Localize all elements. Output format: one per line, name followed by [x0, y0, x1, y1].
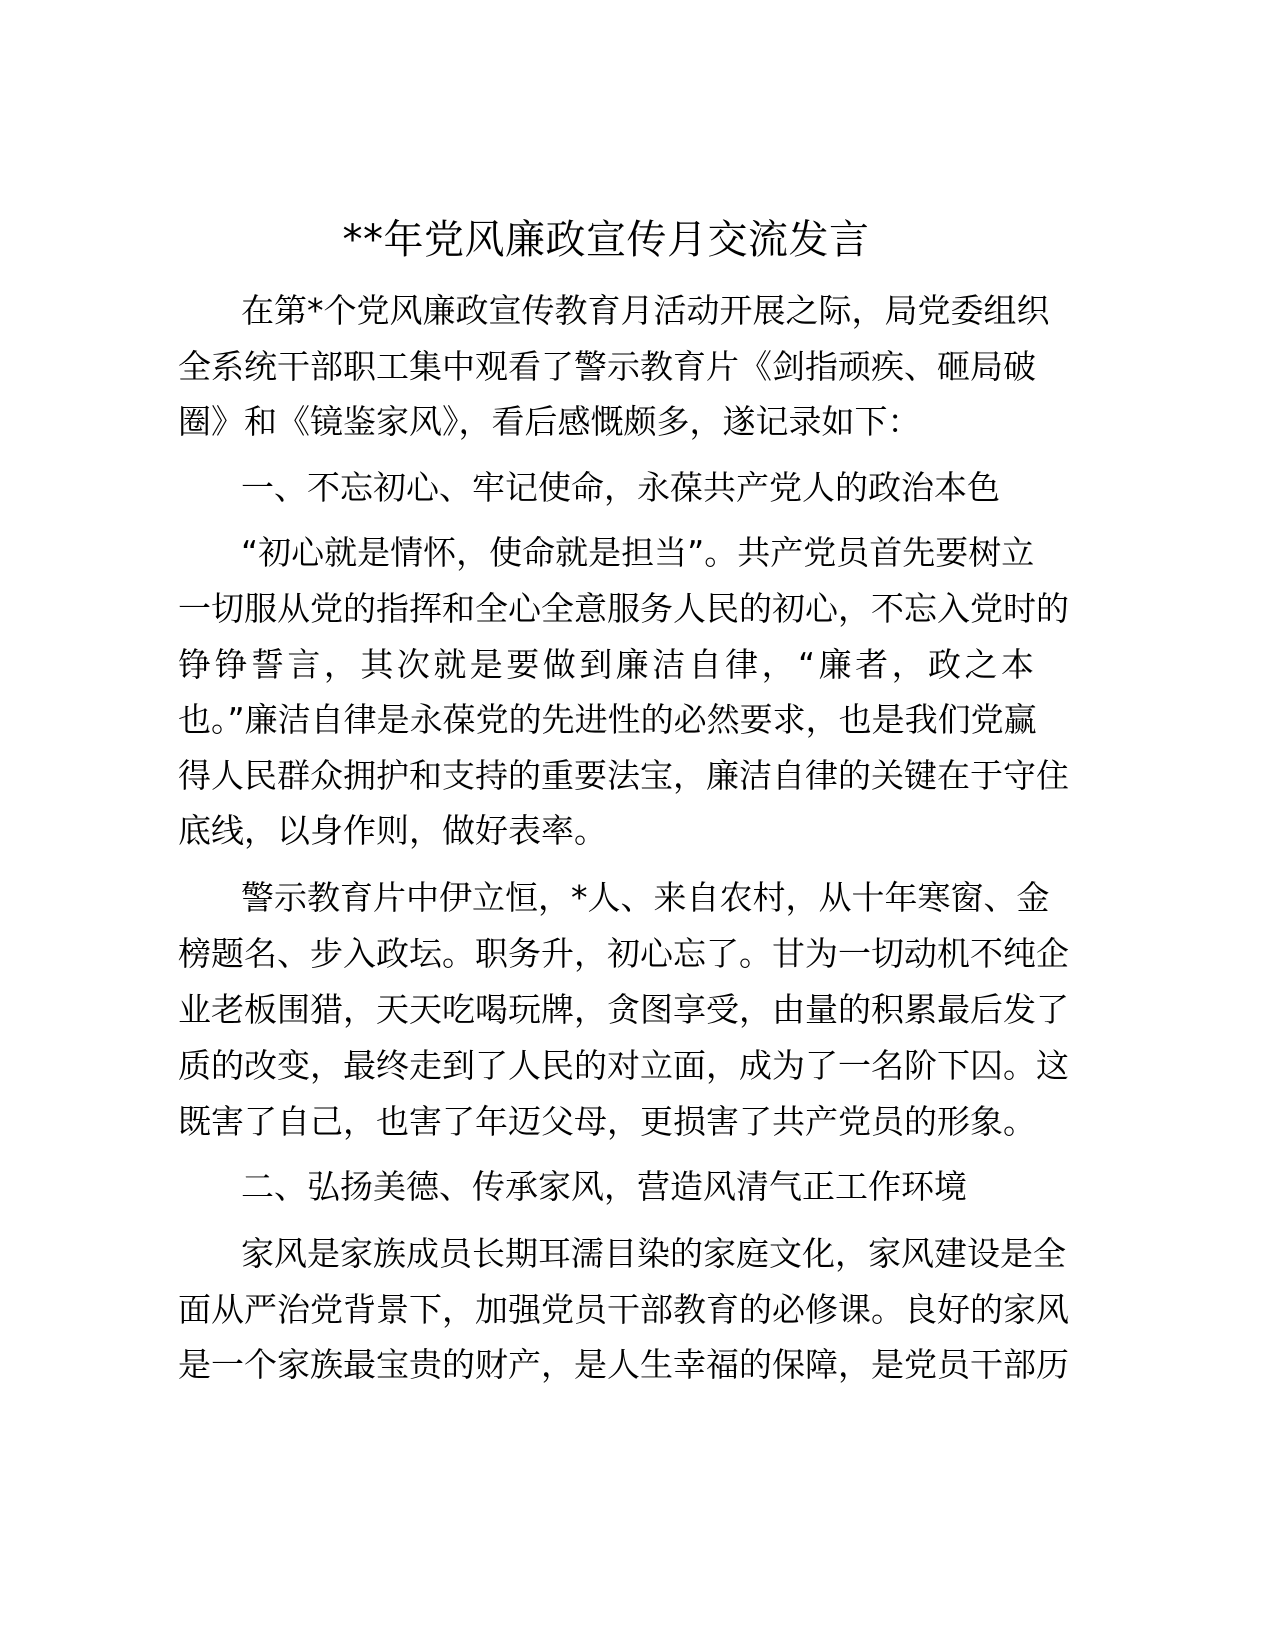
paragraph-line: 也。”廉洁自律是永葆党的先进性的必然要求，也是我们党赢	[178, 700, 1037, 739]
paragraph-line: 得人民群众拥护和支持的重要法宝，廉洁自律的关键在于守住	[178, 756, 1069, 795]
paragraph-line: 警示教育片中伊立恒，*人、来自农村，从十年寒窗、金	[241, 878, 1050, 917]
section-heading-line: 二、弘扬美德、传承家风，营造风清气正工作环境	[241, 1167, 967, 1206]
paragraph-line: 一切服从党的指挥和全心全意服务人民的初心，不忘入党时的	[178, 589, 1069, 628]
paragraph-line: 底线，以身作则，做好表率。	[178, 811, 607, 850]
paragraph-line: 面从严治党背景下，加强党员干部教育的必修课。良好的家风	[178, 1290, 1069, 1329]
paragraph-line: 是一个家族最宝贵的财产，是人生幸福的保障，是党员干部历	[178, 1345, 1069, 1384]
paragraph-line: 业老板围猎，天天吃喝玩牌，贪图享受，由量的积累最后发了	[178, 990, 1069, 1029]
section-heading-line: 一、不忘初心、牢记使命，永葆共产党人的政治本色	[241, 468, 1000, 507]
paragraph-line: 铮铮誓言，其次就是要做到廉洁自律，“廉者，政之本	[178, 645, 1034, 684]
paragraph-line: 家风是家族成员长期耳濡目染的家庭文化，家风建设是全	[241, 1234, 1066, 1273]
document-title: **年党风廉政宣传月交流发言	[342, 217, 870, 263]
paragraph-line: 既害了自己，也害了年迈父母，更损害了共产党员的形象。	[178, 1102, 1036, 1141]
paragraph-line: 榜题名、步入政坛。职务升，初心忘了。甘为一切动机不纯企	[178, 934, 1069, 973]
paragraph-line: 质的改变，最终走到了人民的对立面，成为了一名阶下囚。这	[178, 1046, 1069, 1085]
paragraph-line: 圈》和《镜鉴家风》，看后感慨颇多，遂记录如下：	[178, 402, 921, 441]
paragraph-line: 全系统干部职工集中观看了警示教育片《剑指顽疾、砸局破	[178, 347, 1036, 386]
paragraph-line: 在第*个党风廉政宣传教育月活动开展之际，局党委组织	[241, 291, 1050, 330]
paragraph-line: “初心就是情怀，使命就是担当”。共产党员首先要树立	[241, 533, 1035, 572]
